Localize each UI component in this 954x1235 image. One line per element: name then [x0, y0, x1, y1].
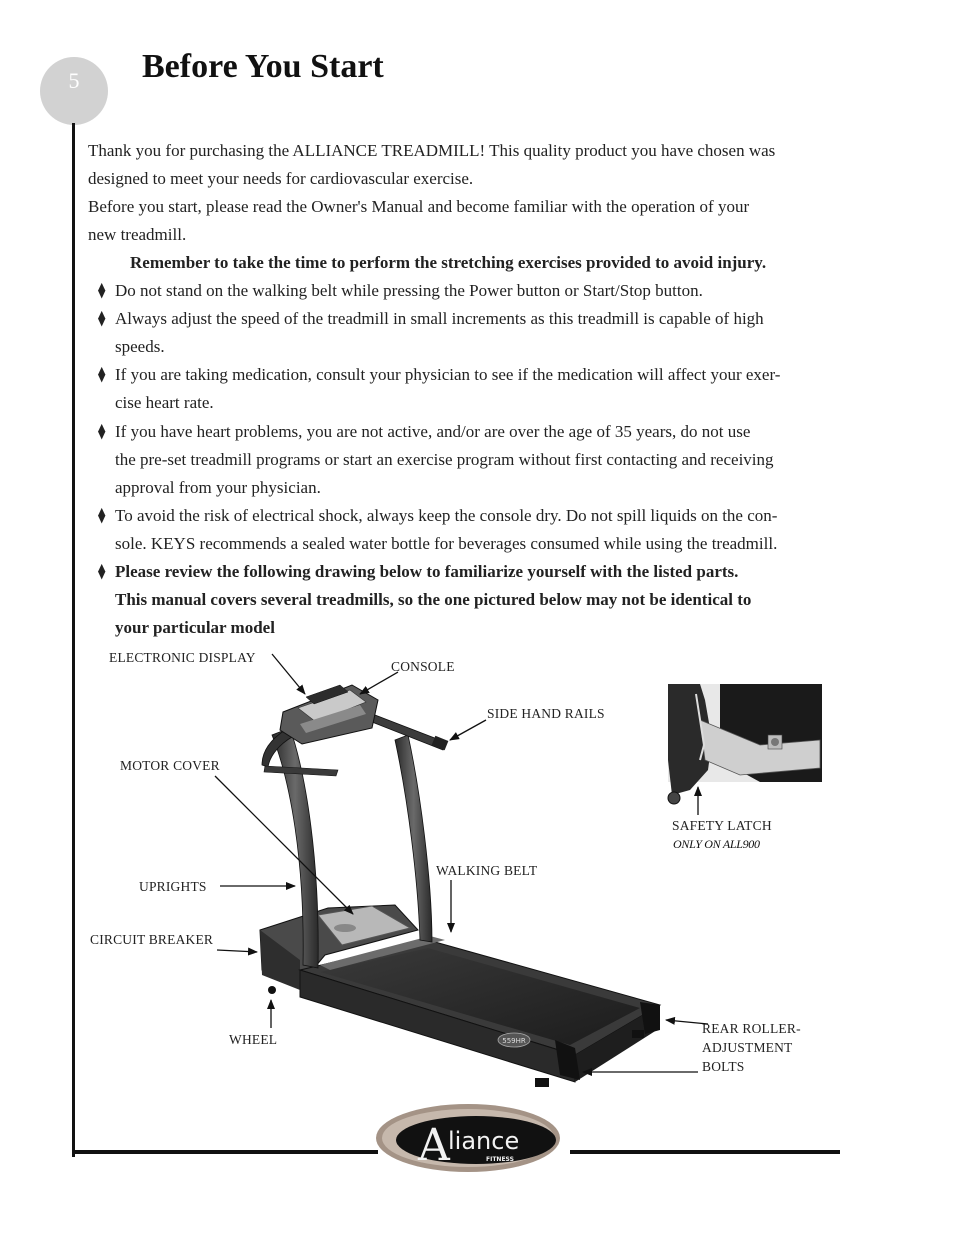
intro-line: Thank you for purchasing the ALLIANCE TREADMILL! This quality product you have chosen was — [88, 141, 776, 160]
bullet-line: If you are taking medication, consult your physician to see if the medication will affect your exer- — [115, 365, 781, 384]
diamond-bullet-icon: ⧫ — [98, 424, 106, 440]
bullet-line: To avoid the risk of electrical shock, always keep the console dry. Do not spill liquids on the con- — [115, 506, 778, 525]
label-electronic-display: ELECTRONIC DISPLAY — [109, 650, 256, 665]
diamond-bullet-icon: ⧫ — [98, 367, 106, 383]
intro-line: Before you start, please read the Owner's Manual and become familiar with the operation of your — [88, 197, 750, 216]
label-console: CONSOLE — [391, 659, 455, 674]
label-safety-latch: SAFETY LATCH — [672, 818, 772, 833]
diamond-bullet-icon: ⧫ — [98, 311, 106, 327]
label-uprights: UPRIGHTS — [139, 879, 207, 894]
bullet-line: cise heart rate. — [115, 393, 214, 412]
diamond-bullet-icon: ⧫ — [98, 283, 106, 299]
logo-initial: A — [418, 1120, 450, 1171]
intro-line: new treadmill. — [88, 225, 187, 244]
bullet-line: Do not stand on the walking belt while pressing the Power button or Start/Stop button. — [115, 281, 703, 300]
bullet-line: speeds. — [115, 337, 165, 356]
label-rear-roller: BOLTS — [702, 1059, 745, 1074]
bullet-line: sole. KEYS recommends a sealed water bottle for beverages consumed while using the treadmill. — [115, 534, 778, 553]
deck — [300, 936, 660, 1082]
label-rear-roller: REAR ROLLER- — [702, 1021, 801, 1036]
console — [280, 685, 378, 744]
logo-subtitle: FITNESS — [486, 1156, 514, 1163]
safety-latch-photo — [668, 684, 822, 804]
wheel — [268, 986, 276, 994]
label-walking-belt: WALKING BELT — [436, 863, 538, 878]
logo-wordmark: liance — [448, 1127, 520, 1155]
bullet-line: the pre-set treadmill programs or start an exercise program without first contacting and receiving — [115, 450, 774, 469]
label-wheel: WHEEL — [229, 1032, 278, 1047]
brand-emblem — [334, 924, 356, 932]
label-motor-cover: MOTOR COVER — [120, 758, 220, 773]
label-safety-latch-note: ONLY ON ALL900 — [673, 837, 760, 851]
label-rear-roller: ADJUSTMENT — [702, 1040, 793, 1055]
page-title: Before You Start — [142, 48, 384, 85]
diamond-bullet-icon: ⧫ — [98, 508, 106, 524]
bullet-line: your particular model — [115, 618, 275, 637]
bullet-line: Please review the following drawing below to familiarize yourself with the listed parts. — [115, 562, 739, 581]
bullet-line: This manual covers several treadmills, so the one pictured below may not be identical to — [115, 590, 752, 609]
bullet-line: Always adjust the speed of the treadmill in small increments as this treadmill is capable of high — [115, 309, 764, 328]
diamond-bullet-icon: ⧫ — [98, 564, 106, 580]
bullet-line: approval from your physician. — [115, 478, 321, 497]
model-badge: 559HR — [502, 1037, 526, 1045]
label-circuit-breaker: CIRCUIT BREAKER — [90, 932, 214, 947]
intro-line: designed to meet your needs for cardiovascular exercise. — [88, 169, 474, 188]
bullet-line: If you have heart problems, you are not active, and/or are over the age of 35 years, do not use — [115, 422, 751, 441]
page-number: 5 — [68, 68, 80, 93]
stretching-reminder: Remember to take the time to perform the stretching exercises provided to avoid injury. — [130, 253, 767, 272]
label-side-hand-rails: SIDE HAND RAILS — [487, 706, 605, 721]
